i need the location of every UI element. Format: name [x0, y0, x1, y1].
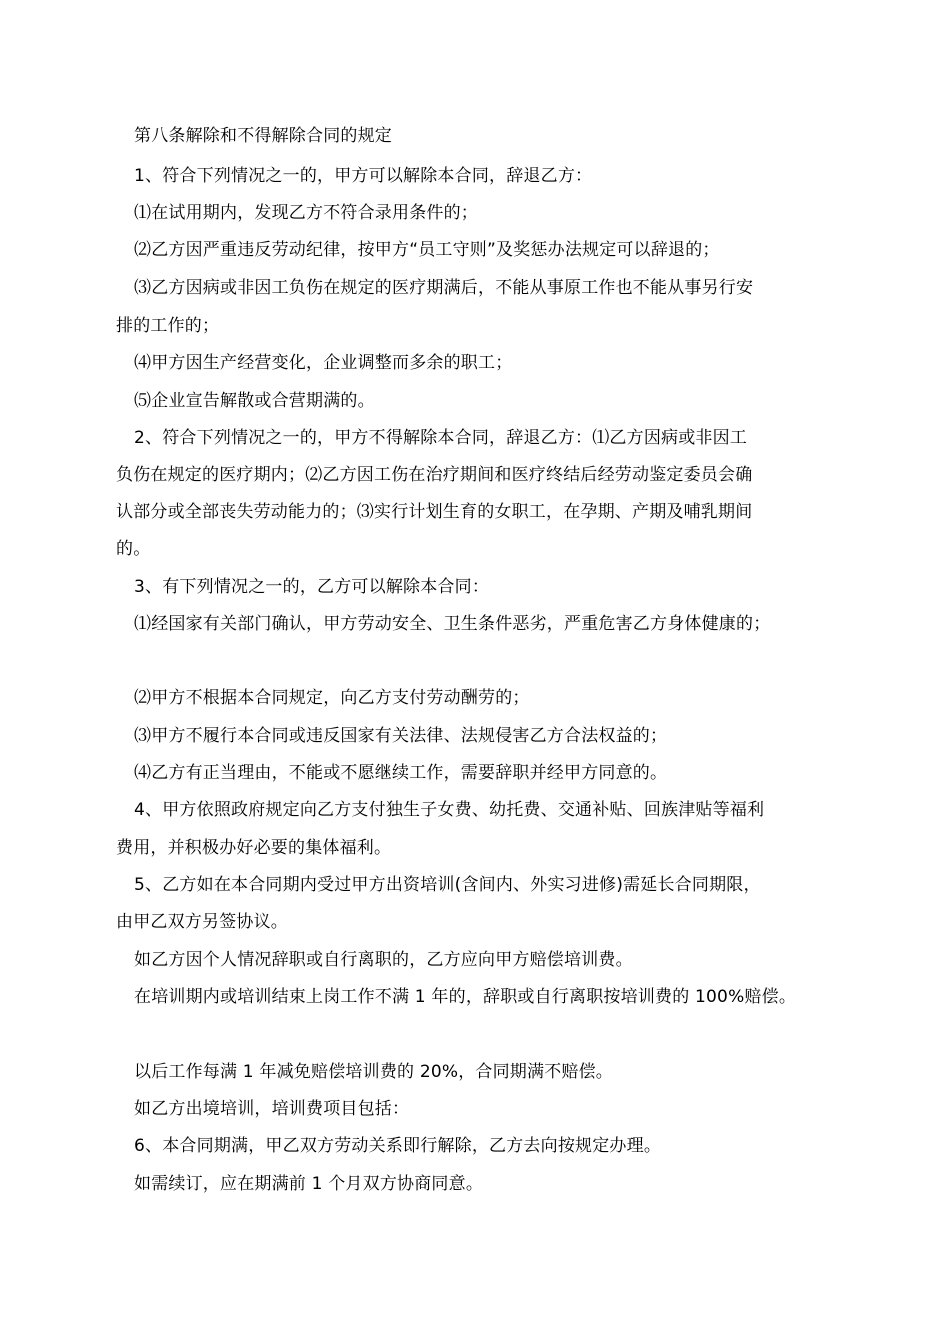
clause-1-item-2: ⑵乙方因严重违反劳动纪律，按甲方“员工守则”及奖惩办法规定可以辞退的；	[134, 240, 720, 260]
clause-2-line-1: 2、符合下列情况之一的，甲方不得解除本合同，辞退乙方：⑴乙方因病或非因工	[134, 428, 748, 448]
clause-3-item-3: ⑶甲方不履行本合同或违反国家有关法律、法规侵害乙方合法权益的；	[134, 726, 668, 746]
clause-1-item-4: ⑷甲方因生产经营变化，企业调整而多余的职工；	[134, 353, 513, 373]
clause-5-line-3: 如乙方因个人情况辞职或自行离职的，乙方应向甲方赔偿培训费。	[134, 950, 633, 970]
clause-5-line-6: 如乙方出境培训，培训费项目包括：	[134, 1099, 410, 1119]
clause-3-item-4: ⑷乙方有正当理由，不能或不愿继续工作，需要辞职并经甲方同意的。	[134, 763, 668, 783]
clause-6-line-1: 6、本合同期满，甲乙双方劳动关系即行解除，乙方去向按规定办理。	[134, 1136, 662, 1156]
clause-1-item-5: ⑸企业宣告解散或合营期满的。	[134, 391, 375, 411]
clause-1-item-3-cont: 排的工作的；	[116, 316, 220, 336]
section-heading: 第八条解除和不得解除合同的规定	[134, 126, 392, 146]
clause-4-line-1: 4、甲方依照政府规定向乙方支付独生子女费、幼托费、交通补贴、回族津贴等福利	[134, 800, 765, 820]
clause-3-intro: 3、有下列情况之一的，乙方可以解除本合同：	[134, 577, 490, 597]
clause-2-line-4: 的。	[116, 539, 151, 559]
clause-3-item-2: ⑵甲方不根据本合同规定，向乙方支付劳动酬劳的；	[134, 688, 530, 708]
clause-3-item-1: ⑴经国家有关部门确认，甲方劳动安全、卫生条件恶劣，严重危害乙方身体健康的；	[134, 614, 771, 634]
clause-5-line-5: 以后工作每满 1 年减免赔偿培训费的 20%，合同期满不赔偿。	[134, 1062, 614, 1082]
clause-1-intro: 1、符合下列情况之一的，甲方可以解除本合同，辞退乙方：	[134, 166, 593, 186]
clause-6-line-2: 如需续订，应在期满前 1 个月双方协商同意。	[134, 1174, 484, 1194]
clause-5-line-2: 由甲乙双方另签协议。	[116, 912, 288, 932]
clause-1-item-3: ⑶乙方因病或非因工负伤在规定的医疗期满后，不能从事原工作也不能从事另行安	[134, 278, 754, 298]
clause-5-line-1: 5、乙方如在本合同期内受过甲方出资培训(含间内、外实习进修)需延长合同期限，	[134, 875, 761, 895]
clause-2-line-2: 负伤在规定的医疗期内；⑵乙方因工伤在治疗期间和医疗终结后经劳动鉴定委员会确	[116, 465, 753, 485]
clause-2-line-3: 认部分或全部丧失劳动能力的；⑶实行计划生育的女职工，在孕期、产期及哺乳期间	[116, 502, 753, 522]
clause-1-item-1: ⑴在试用期内，发现乙方不符合录用条件的；	[134, 203, 478, 223]
clause-4-line-2: 费用，并积极办好必要的集体福利。	[116, 838, 392, 858]
clause-5-line-4: 在培训期内或培训结束上岗工作不满 1 年的，辞职或自行离职按培训费的 100%赔偿。	[134, 987, 797, 1007]
